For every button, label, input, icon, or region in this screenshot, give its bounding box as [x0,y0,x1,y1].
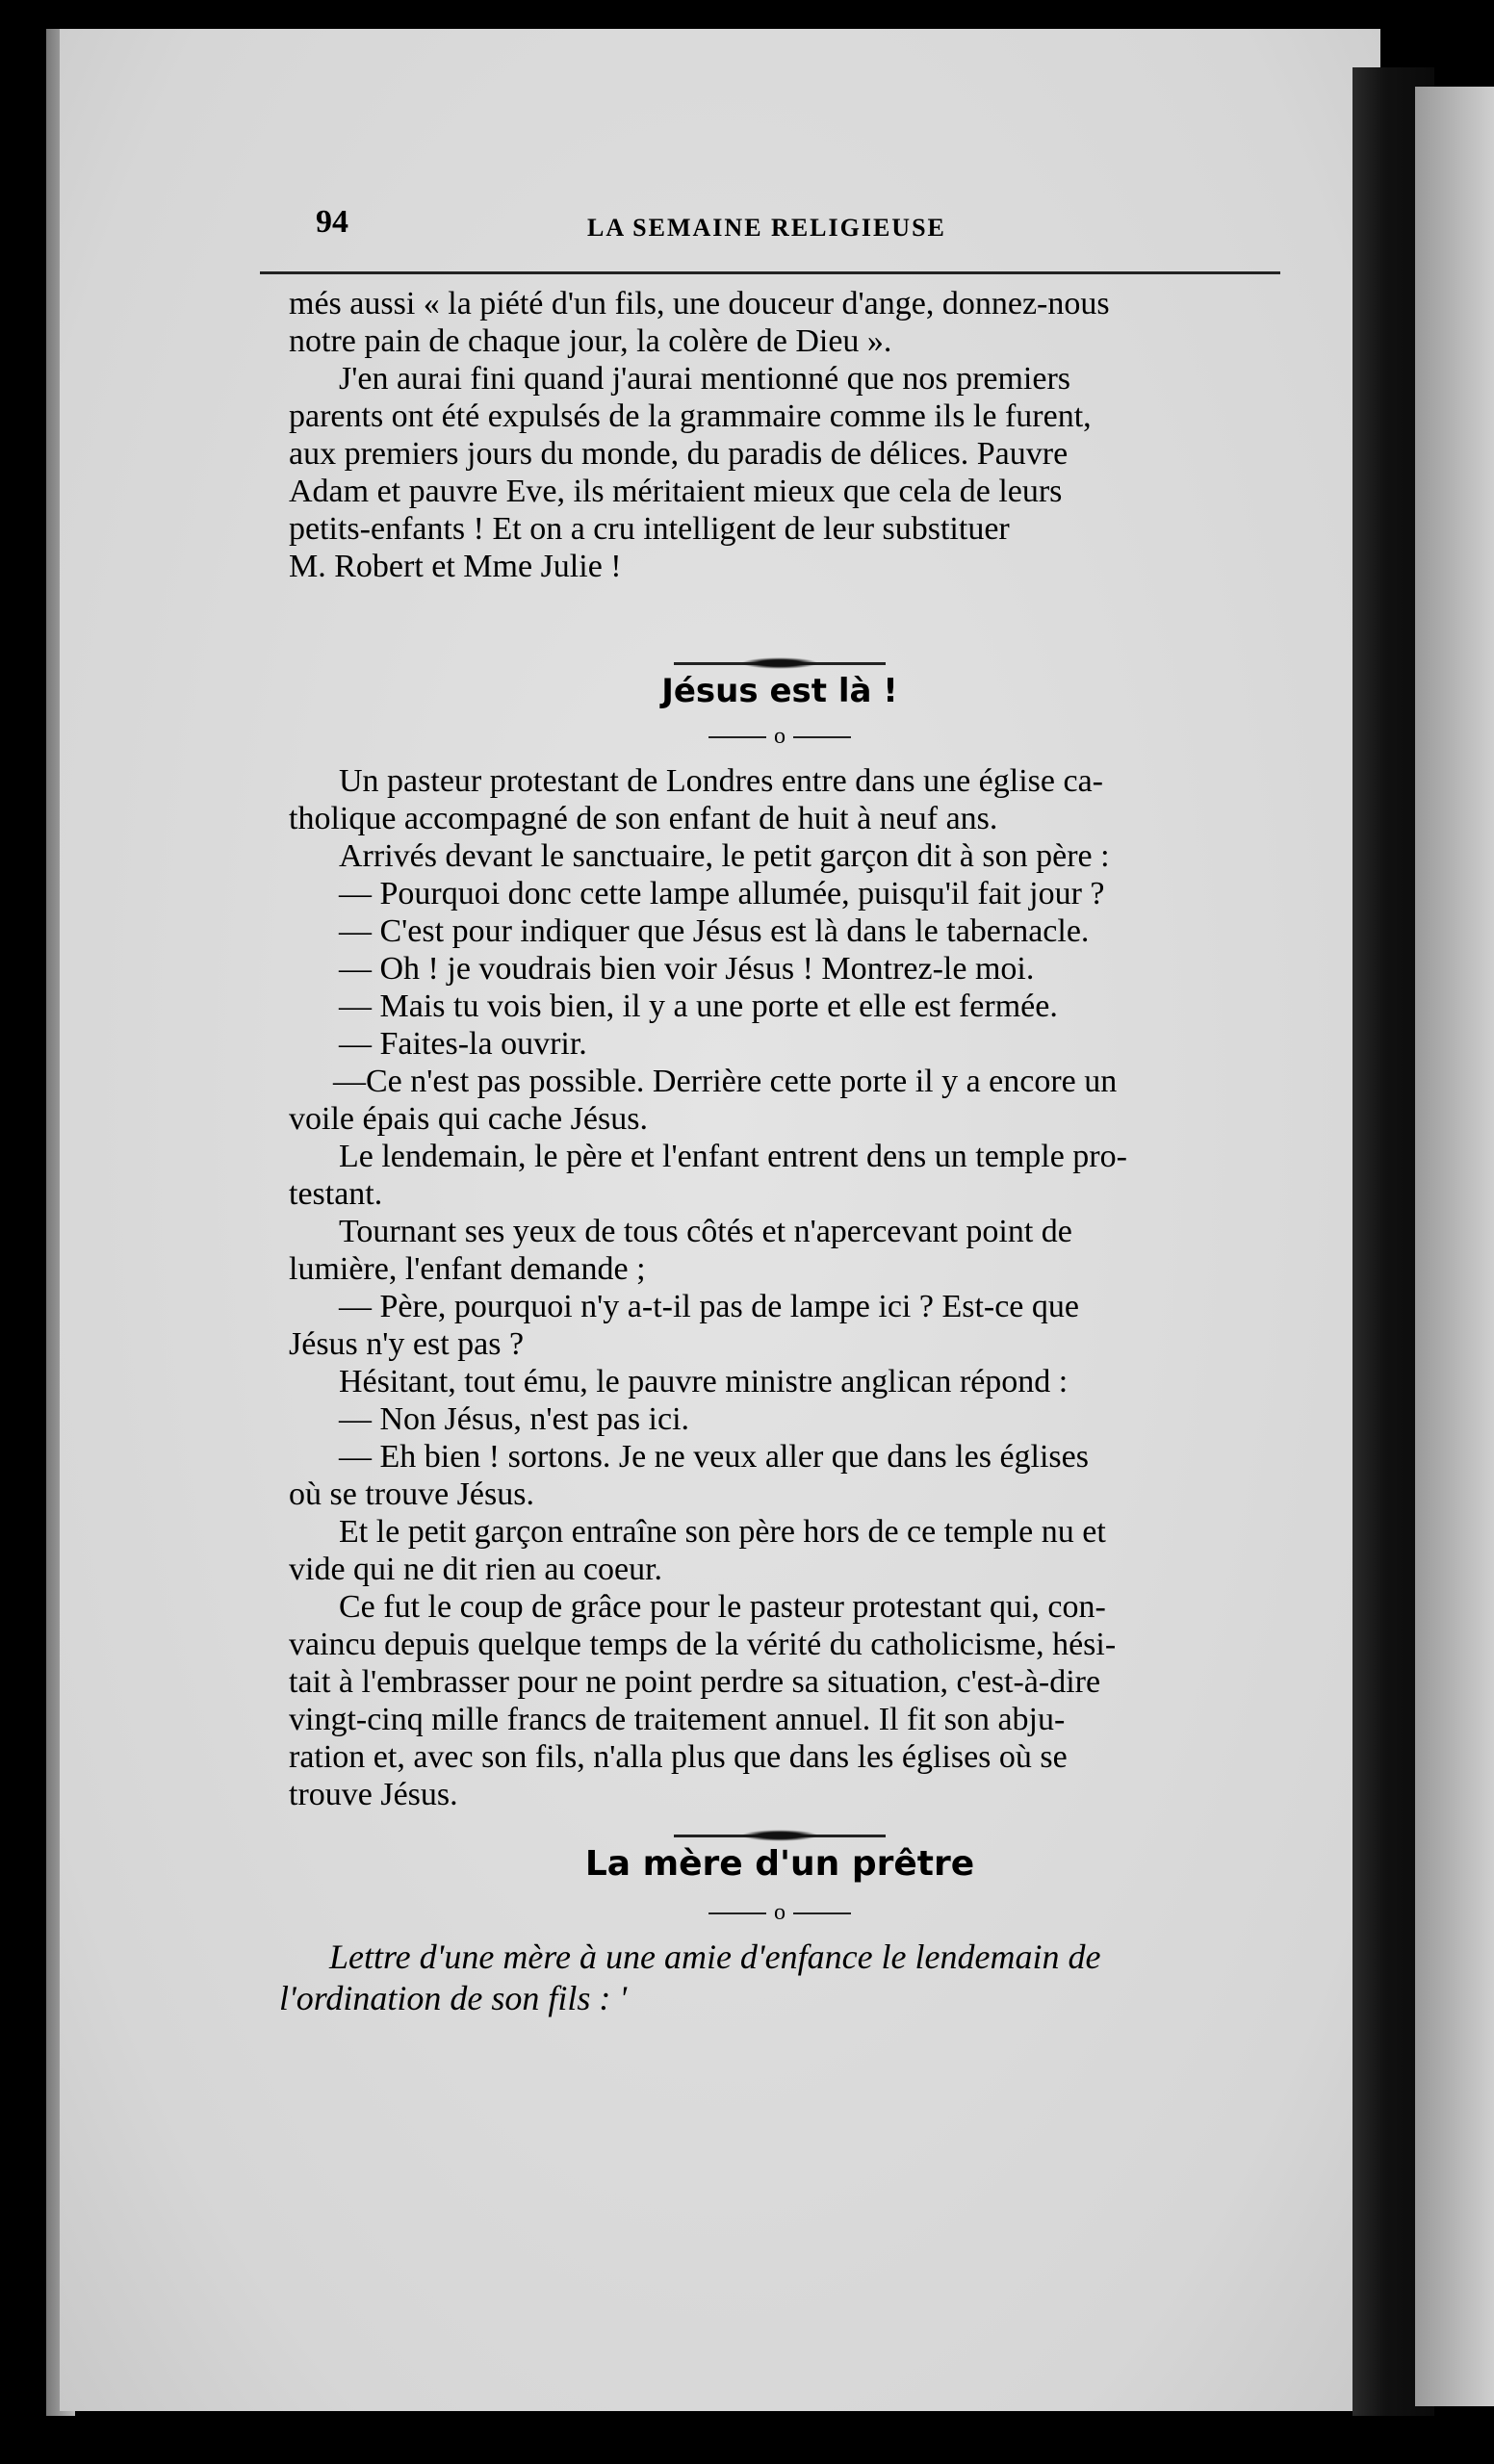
text-line: — C'est pour indiquer que Jésus est là dans le tabernacle. [339,913,1090,949]
ornament-rule [289,1827,1271,1844]
text-line: trouve Jésus. [289,1777,458,1812]
intro-text [289,285,1271,585]
text-line: voile épais qui cache Jésus. [289,1101,648,1137]
text-line: — Père, pourquoi n'y a-t-il pas de lampe ici ? Est-ce que [339,1289,1079,1324]
page-header [260,181,1280,242]
text-line: J'en aurai fini quand j'aurai mentionné que nos premiers [339,361,1071,397]
text-line: vide qui ne dit rien au coeur. [289,1552,663,1587]
header-rule [260,271,1280,274]
text-line: Un pasteur protestant de Londres entre dans une église ca- [339,763,1103,799]
text-line: tholique accompagné de son enfant de huit à neuf ans. [289,801,998,836]
running-title: LA SEMAINE RELIGIEUSE [587,214,946,242]
text-line: — Oh ! je voudrais bien voir Jésus ! Montrez-le moi. [339,951,1035,987]
text-line: Tournant ses yeux de tous côtés et n'apercevant point de [339,1214,1072,1249]
text-line: vingt-cinq mille francs de traitement annuel. Il fit son abju- [289,1702,1066,1737]
text-line: ration et, avec son fils, n'alla plus que dans les églises où se [289,1739,1068,1775]
text-line: vaincu depuis quelque temps de la vérité du catholicisme, hési- [289,1627,1117,1662]
text-line: petits-enfants ! Et on a cru intelligent de leur substituer [289,511,1010,547]
section-title: La mère d'un prêtre [584,1844,975,1884]
text-line: —Ce n'est pas possible. Derrière cette porte il y a encore un [333,1064,1118,1099]
text-line: tait à l'embrasser pour ne point perdre sa situation, c'est-à-dire [289,1664,1101,1700]
text-line: Arrivés devant le sanctuaire, le petit garçon dit à son père : [339,838,1110,874]
ornament-rule [289,654,1271,672]
text-line: M. Robert et Mme Julie ! [289,549,622,584]
text-line: — Non Jésus, n'est pas ici. [339,1401,690,1437]
text-line: — Mais tu vois bien, il y a une porte et elle est fermée. [339,988,1058,1024]
circle-mark: o [774,724,786,749]
section2-text [279,1937,1271,2019]
text-line: — Eh bien ! sortons. Je ne veux aller que dans les églises [339,1439,1089,1475]
text-line: aux premiers jours du monde, du paradis de délices. Pauvre [289,436,1069,472]
text-line: lumière, l'enfant demande ; [289,1251,646,1287]
text-line: Hésitant, tout ému, le pauvre ministre anglican répond : [339,1364,1069,1399]
page-number: 94 [316,204,348,240]
text-line: Adam et pauvre Eve, ils méritaient mieux que cela de leurs [289,474,1063,509]
text-line: Jésus n'y est pas ? [289,1326,525,1362]
circle-divider [289,1900,1271,1926]
section-title: Jésus est là ! [661,672,898,710]
text-line: où se trouve Jésus. [289,1476,534,1512]
text-line: testant. [289,1176,383,1212]
text-line: — Faites-la ouvrir. [339,1026,587,1062]
circle-mark: o [774,1900,786,1925]
text-line: l'ordination de son fils : ' [279,1979,628,2017]
text-line: Ce fut le coup de grâce pour le pasteur protestant qui, con- [339,1589,1106,1625]
text-line: Lettre d'une mère à une amie d'enfance le lendemain de [329,1938,1101,1976]
section1-text [289,762,1271,1813]
text-line: notre pain de chaque jour, la colère de Dieu ». [289,323,892,359]
text-line: parents ont été expulsés de la grammaire comme ils le furent, [289,398,1092,434]
text-line: Et le petit garçon entraîne son père hors de ce temple nu et [339,1514,1106,1550]
text-line: Le lendemain, le père et l'enfant entrent dens un temple pro- [339,1139,1127,1174]
next-page-edge [1415,87,1494,2406]
text-line: — Pourquoi donc cette lampe allumée, puisqu'il fait jour ? [339,876,1105,911]
circle-divider [289,724,1271,750]
text-line: més aussi « la piété d'un fils, une douceur d'ange, donnez-nous [289,286,1110,321]
